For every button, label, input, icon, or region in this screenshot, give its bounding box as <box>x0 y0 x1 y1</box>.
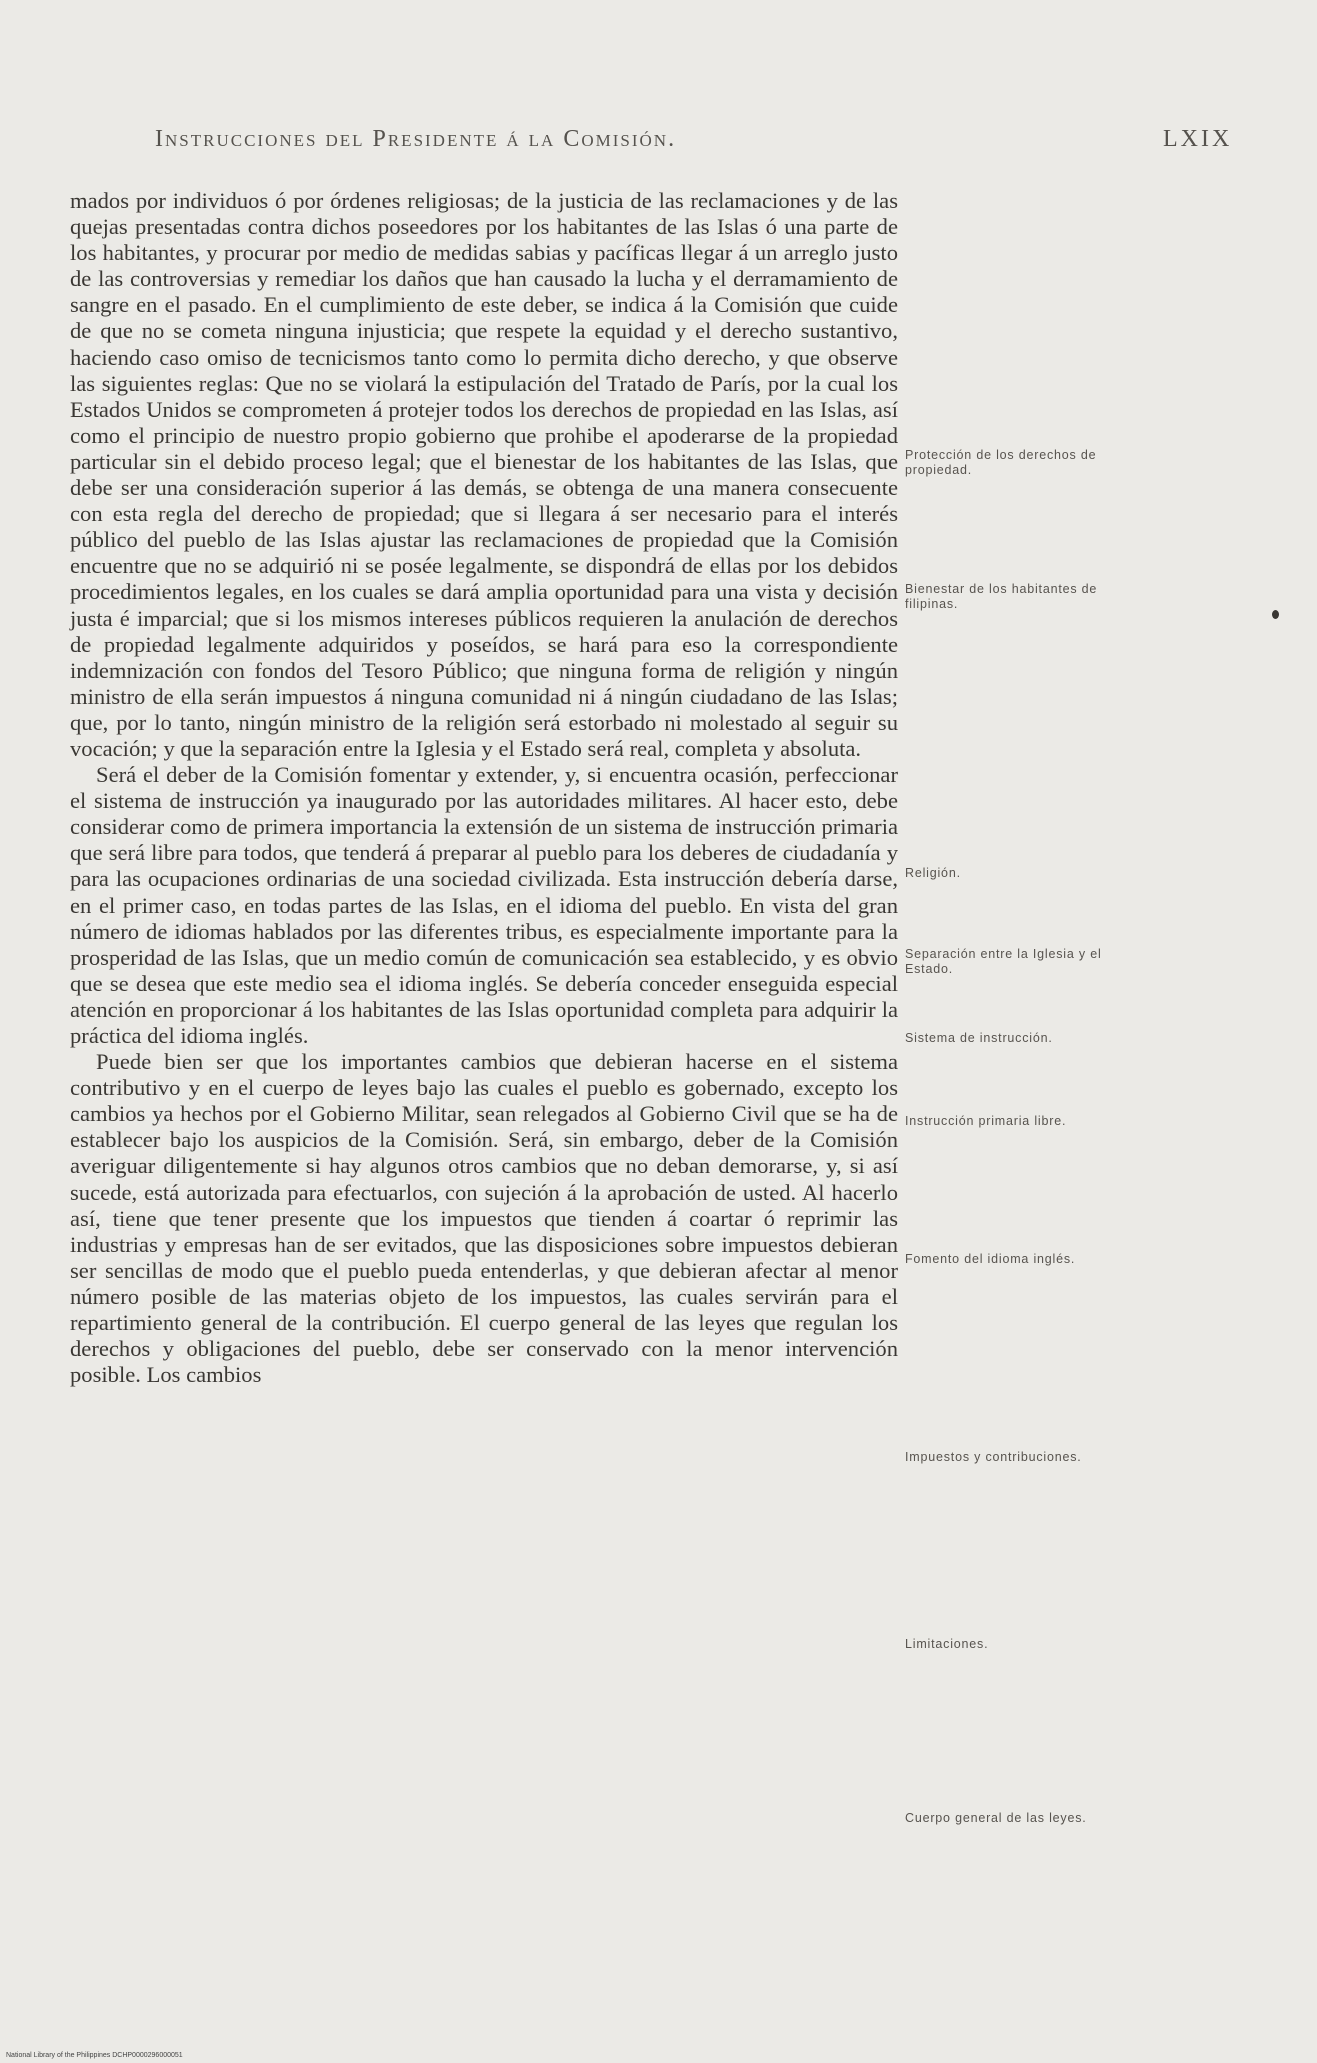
paragraph: mados por individuos ó por órdenes religiosas; de la justicia de las reclamaciones y de las quejas presentadas contra dichos poseedores por los habitantes de las Islas ó una parte de los habitantes, y procurar por medio de medidas sabias y pacíficas llegar á un arreglo justo de las controversias y remediar los daños que han causado la lucha y el derramamiento de sangre en el pasado. En el cumplimiento de este deber, se indica á la Comisión que cuide de que no se cometa ninguna injusticia; que respete la equidad y el derecho sustantivo, haciendo caso omiso de tecnicismos tanto como lo permita dicho derecho, y que observe las siguientes reglas: Que no se violará la estipulación del Tratado de París, por la cual los Estados Unidos se comprometen á protejer todos los derechos de propiedad en las Islas, así como el principio de nuestro propio gobierno que prohibe el apoderarse de la propiedad particular sin el debido proceso legal; que el bienestar de los habitantes de las Islas, que debe ser una consideración superior á las demás, se obtenga de una manera consecuente con esta regla del derecho de propiedad; que si llegara á ser necesario para el interés público del pueblo de las Islas ajustar las reclamaciones de propiedad que la Comisión encuentre que no se adquirió ni se posée legalmente, se dispondrá de ellas por los debidos procedimientos legales, en los cuales se dará amplia oportunidad para una vista y decisión justa é imparcial; que si los mismos intereses públicos requieren la anulación de derechos de propiedad legalmente adquiridos y poseídos, se hará para eso la correspondiente indemnización con fondos del Tesoro Público; que ninguna forma de religión y ningún ministro de ella serán impuestos á ninguna comunidad ni á ningún ciudadano de las Islas; que, por lo tanto, ningún ministro de la religión será estorbado ni molestado al seguir su vocación; y que la separación entre la Iglesia y el Estado será real, completa y absoluta. <box>70 188 898 761</box>
body-text <box>70 188 898 1388</box>
margin-note-religion: Religión. <box>905 866 961 880</box>
ink-spot <box>1272 610 1279 619</box>
margin-note-limitaciones: Limitaciones. <box>905 1637 989 1651</box>
paragraph: Será el deber de la Comisión fomentar y extender, y, si encuentra ocasión, perfeccionar el sistema de instrucción ya inaugurado por las autoridades militares. Al hacer esto, debe considerar como de primera importancia la extensión de un sistema de instrucción primaria que será libre para todos, que tenderá á preparar al pueblo para los deberes de ciudadanía y para las ocupaciones ordinarias de una sociedad civilizada. Esta instrucción debería darse, en el primer caso, en todas partes de las Islas, en el idioma del pueblo. En vista del gran número de idiomas hablados por las diferentes tribus, es especialmente importante para la prosperidad de las Islas, que un medio común de comunicación sea establecido, y es obvio que se desea que este medio sea el idioma inglés. Se debería conceder enseguida especial atención en proporcionar á los habitantes de las Islas oportunidad completa para adquirir la práctica del idioma inglés. <box>70 762 898 1048</box>
margin-note-impuestos: Impuestos y contribuciones. <box>905 1450 1082 1464</box>
paragraph: Puede bien ser que los importantes cambios que debieran hacerse en el sistema contributivo y en el cuerpo de leyes bajo las cuales el pueblo es gobernado, excepto los cambios ya hechos por el Gobierno Militar, sean relegados al Gobierno Civil que se ha de establecer bajo los auspicios de la Comisión. Será, sin embargo, deber de la Comisión averiguar diligentemente si hay algunos otros cambios que no deban demorarse, y, si así sucede, está autorizada para efectuarlos, con sujeción á la aprobación de usted. Al hacerlo así, tiene que tener presente que los impuestos que tienden á coartar ó reprimir las industrias y empresas han de ser evitados, que las disposiciones sobre impuestos debieran ser sencillas de modo que el pueblo pueda entenderlas, y que debieran afectar al menor número posible de las materias objeto de los impuestos, las cuales servirán para el repartimiento general de la contribución. El cuerpo general de las leyes que regulan los derechos y obligaciones del pueblo, debe ser conservado con la menor intervención posible. Los cambios <box>70 1049 898 1388</box>
margin-note-sistema-instruccion: Sistema de instrucción. <box>905 1031 1053 1045</box>
margin-note-separacion: Separación entre la Iglesia y el Estado. <box>905 947 1102 976</box>
margin-note-proteccion: Protección de los derechos de propiedad. <box>905 448 1097 477</box>
margin-note-bienestar: Bienestar de los habitantes de filipinas. <box>905 582 1098 611</box>
margin-note-instruccion-primaria: Instrucción primaria libre. <box>905 1114 1067 1128</box>
margin-note-cuerpo-general: Cuerpo general de las leyes. <box>905 1811 1087 1825</box>
running-head: Instrucciones del Presidente á la Comisión. <box>155 126 677 152</box>
margin-note-fomento-idioma: Fomento del idioma inglés. <box>905 1252 1076 1266</box>
page-number: LXIX <box>1163 126 1233 152</box>
scan-footer: National Library of the Philippines DCHP0000296000051 <box>6 2052 183 2059</box>
